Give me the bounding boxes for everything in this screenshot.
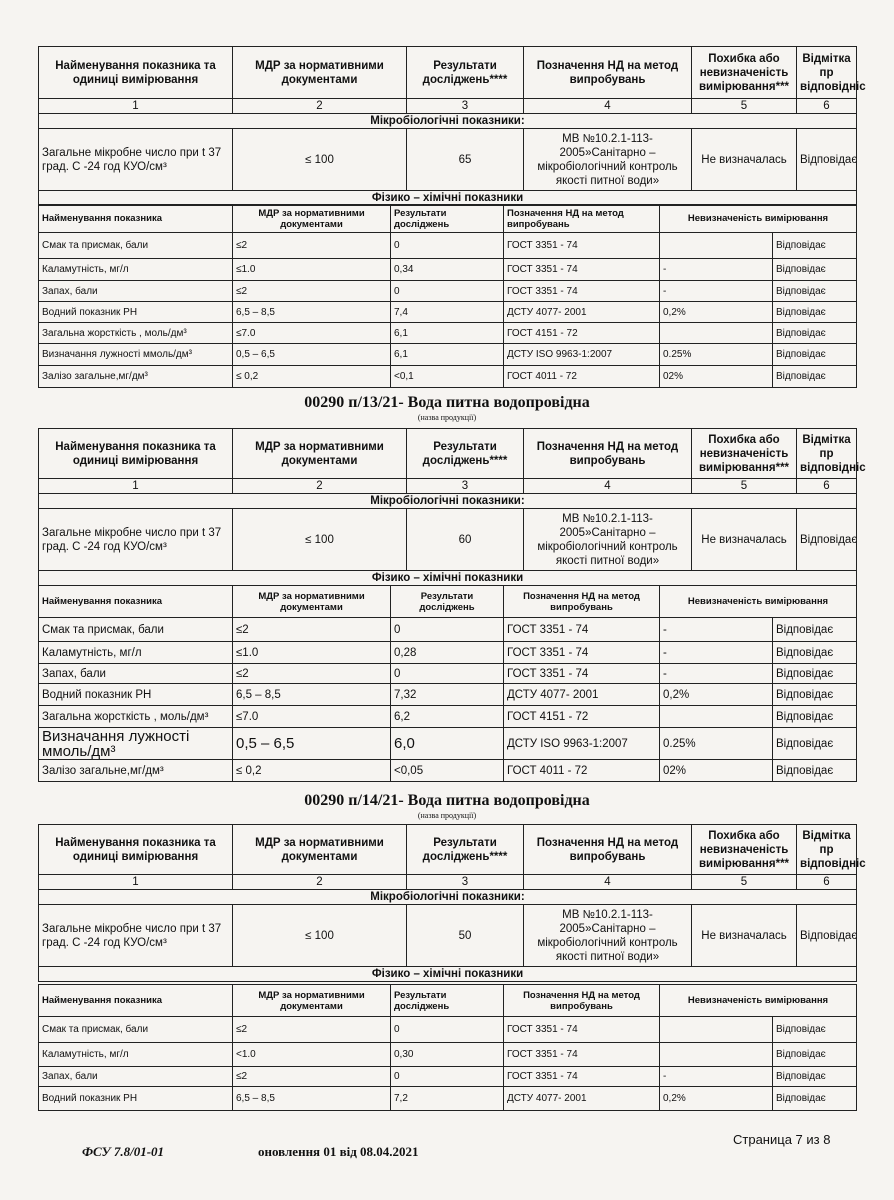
table-row bbox=[39, 233, 857, 259]
micro-result: 65 bbox=[407, 129, 524, 191]
block3-main-table bbox=[38, 824, 866, 982]
param-name: Каламутність, мг/л bbox=[39, 259, 233, 281]
col-header-compliance: Відмітка пр відповідніс bbox=[797, 47, 857, 99]
col-number: 4 bbox=[524, 99, 692, 114]
micro-name: Загальне мікробне число при t 37 град. С -24 год КУО/см³ bbox=[39, 905, 233, 967]
param-limit: 6,5 – 8,5 bbox=[233, 1087, 391, 1111]
block3-phys-table bbox=[38, 984, 857, 1111]
param-limit: ≤1.0 bbox=[233, 642, 391, 664]
phys-header-name: Найменування показника bbox=[39, 985, 233, 1017]
col-header-limit: МДР за нормативними документами bbox=[233, 47, 407, 99]
param-uncert bbox=[660, 706, 773, 728]
col-number: 6 bbox=[797, 99, 857, 114]
col-header-uncert: Похибка або невизначеність вимірювання*** bbox=[692, 429, 797, 479]
param-uncert: 02% bbox=[660, 366, 773, 388]
param-uncert bbox=[660, 1017, 773, 1043]
param-name: Смак та присмак, бали bbox=[39, 618, 233, 642]
col-header-result: Результати досліджень**** bbox=[407, 429, 524, 479]
micro-section-label: Мікробіологічні показники: bbox=[39, 890, 857, 905]
phys-header-result: Результати досліджень bbox=[391, 985, 504, 1017]
micro-method: МВ №10.2.1-113-2005»Санітарно – мікробіологічний контроль якості питної води» bbox=[524, 905, 692, 967]
col-number: 5 bbox=[692, 479, 797, 494]
param-compliance: Відповідає bbox=[773, 706, 857, 728]
col-header-method: Позначення НД на метод випробувань bbox=[524, 825, 692, 875]
param-method: ГОСТ 4151 - 72 bbox=[504, 323, 660, 344]
param-result: 0,34 bbox=[391, 259, 504, 281]
block3-title: 00290 п/14/21- Вода питна водопровідна bbox=[304, 792, 590, 809]
phys-header-result: Результати досліджень bbox=[391, 205, 504, 233]
phys-header-limit: МДР за нормативними документами bbox=[233, 205, 391, 233]
phys-header-uncert: Невизначеність вимірювання bbox=[660, 205, 857, 233]
col-header-name: Найменування показника та одиниці вимірювання bbox=[39, 825, 233, 875]
param-result: 0 bbox=[391, 1017, 504, 1043]
param-result: 0,30 bbox=[391, 1043, 504, 1067]
param-limit: ≤1.0 bbox=[233, 259, 391, 281]
table-row bbox=[39, 760, 857, 782]
param-limit: ≤2 bbox=[233, 281, 391, 302]
col-number: 4 bbox=[524, 479, 692, 494]
param-name: Загальна жорсткість , моль/дм³ bbox=[39, 706, 233, 728]
param-uncert: 0,2% bbox=[660, 684, 773, 706]
col-header-uncert: Похибка або невизначеність вимірювання*** bbox=[692, 825, 797, 875]
param-limit: ≤2 bbox=[233, 664, 391, 684]
param-limit: 6,5 – 8,5 bbox=[233, 302, 391, 323]
col-number: 2 bbox=[233, 99, 407, 114]
col-header-limit: МДР за нормативними документами bbox=[233, 825, 407, 875]
param-method: ГОСТ 3351 - 74 bbox=[504, 1017, 660, 1043]
param-uncert: 0,2% bbox=[660, 302, 773, 323]
table-row bbox=[39, 1087, 857, 1111]
col-number: 1 bbox=[39, 479, 233, 494]
table-row bbox=[39, 281, 857, 302]
param-method: ДСТУ 4077- 2001 bbox=[504, 302, 660, 323]
param-compliance: Відповідає bbox=[773, 302, 857, 323]
param-uncert bbox=[660, 323, 773, 344]
micro-compliance: Відповідає bbox=[797, 509, 857, 571]
param-name: Водний показник РН bbox=[39, 302, 233, 323]
col-number: 3 bbox=[407, 875, 524, 890]
param-method: ГОСТ 3351 - 74 bbox=[504, 1067, 660, 1087]
col-number: 5 bbox=[692, 99, 797, 114]
micro-result: 50 bbox=[407, 905, 524, 967]
micro-limit: ≤ 100 bbox=[233, 129, 407, 191]
param-uncert: - bbox=[660, 1067, 773, 1087]
param-result: <0,1 bbox=[391, 366, 504, 388]
param-result: 0 bbox=[391, 1067, 504, 1087]
param-method: ДСТУ ISO 9963-1:2007 bbox=[504, 344, 660, 366]
block2-main-table bbox=[38, 428, 866, 586]
param-method: ГОСТ 3351 - 74 bbox=[504, 233, 660, 259]
param-compliance: Відповідає bbox=[773, 728, 857, 760]
phys-section-label: Фізико – хімічні показники bbox=[39, 191, 857, 206]
param-result: 6,2 bbox=[391, 706, 504, 728]
param-result: 0,28 bbox=[391, 642, 504, 664]
phys-header-limit: МДР за нормативними документами bbox=[233, 586, 391, 618]
param-name: Визначання лужності ммоль/дм³ bbox=[39, 728, 233, 760]
micro-section-label: Мікробіологічні показники: bbox=[39, 494, 857, 509]
table-row bbox=[39, 642, 857, 664]
phys-header-limit: МДР за нормативними документами bbox=[233, 985, 391, 1017]
param-compliance: Відповідає bbox=[773, 259, 857, 281]
phys-section-label: Фізико – хімічні показники bbox=[39, 967, 857, 982]
param-method: ГОСТ 3351 - 74 bbox=[504, 1043, 660, 1067]
param-compliance: Відповідає bbox=[773, 281, 857, 302]
param-limit: ≤7.0 bbox=[233, 323, 391, 344]
param-result: 7,32 bbox=[391, 684, 504, 706]
param-compliance: Відповідає bbox=[773, 344, 857, 366]
param-uncert: 0.25% bbox=[660, 728, 773, 760]
param-uncert: - bbox=[660, 618, 773, 642]
param-uncert: - bbox=[660, 259, 773, 281]
col-number: 1 bbox=[39, 875, 233, 890]
param-result: 0 bbox=[391, 664, 504, 684]
col-number: 2 bbox=[233, 479, 407, 494]
table-row bbox=[39, 664, 857, 684]
phys-section-label: Фізико – хімічні показники bbox=[39, 571, 857, 586]
table-row bbox=[39, 1067, 857, 1087]
col-header-limit: МДР за нормативними документами bbox=[233, 429, 407, 479]
param-method: ГОСТ 4151 - 72 bbox=[504, 706, 660, 728]
param-limit: 0,5 – 6,5 bbox=[233, 344, 391, 366]
table-row bbox=[39, 323, 857, 344]
col-number: 4 bbox=[524, 875, 692, 890]
micro-method: МВ №10.2.1-113-2005»Санітарно – мікробіологічний контроль якості питної води» bbox=[524, 129, 692, 191]
param-compliance: Відповідає bbox=[773, 642, 857, 664]
block1-phys-table bbox=[38, 204, 857, 388]
param-limit: ≤2 bbox=[233, 233, 391, 259]
param-result: <0,05 bbox=[391, 760, 504, 782]
form-code: ФСУ 7.8/01-01 bbox=[82, 1144, 165, 1159]
param-compliance: Відповідає bbox=[773, 760, 857, 782]
phys-header-result: Результати досліджень bbox=[391, 586, 504, 618]
col-number: 3 bbox=[407, 479, 524, 494]
table-row bbox=[39, 344, 857, 366]
param-name: Водний показник РН bbox=[39, 684, 233, 706]
param-uncert: - bbox=[660, 281, 773, 302]
param-uncert: 02% bbox=[660, 760, 773, 782]
phys-header-name: Найменування показника bbox=[39, 205, 233, 233]
param-method: ГОСТ 3351 - 74 bbox=[504, 664, 660, 684]
param-result: 7,4 bbox=[391, 302, 504, 323]
param-limit: ≤ 0,2 bbox=[233, 366, 391, 388]
param-method: ГОСТ 3351 - 74 bbox=[504, 259, 660, 281]
micro-method: МВ №10.2.1-113-2005»Санітарно – мікробіологічний контроль якості питної води» bbox=[524, 509, 692, 571]
param-name: Визначання лужності ммоль/дм³ bbox=[39, 344, 233, 366]
param-method: ГОСТ 3351 - 74 bbox=[504, 642, 660, 664]
param-compliance: Відповідає bbox=[773, 1043, 857, 1067]
param-result: 6,0 bbox=[391, 728, 504, 760]
page-number: Страница 7 из 8 bbox=[733, 1132, 831, 1147]
micro-limit: ≤ 100 bbox=[233, 509, 407, 571]
param-compliance: Відповідає bbox=[773, 664, 857, 684]
col-header-compliance: Відмітка пр відповідніс bbox=[797, 429, 857, 479]
param-name: Каламутність, мг/л bbox=[39, 1043, 233, 1067]
param-uncert: 0,2% bbox=[660, 1087, 773, 1111]
table-row bbox=[39, 618, 857, 642]
param-compliance: Відповідає bbox=[773, 1087, 857, 1111]
col-header-result: Результати досліджень**** bbox=[407, 825, 524, 875]
param-limit: 0,5 – 6,5 bbox=[233, 728, 391, 760]
micro-section-label: Мікробіологічні показники: bbox=[39, 114, 857, 129]
param-name: Запах, бали bbox=[39, 664, 233, 684]
micro-limit: ≤ 100 bbox=[233, 905, 407, 967]
param-limit: 6,5 – 8,5 bbox=[233, 684, 391, 706]
block2-phys-table bbox=[38, 585, 857, 782]
param-uncert bbox=[660, 1043, 773, 1067]
phys-header-method: Позначення НД на метод випробувань bbox=[504, 205, 660, 233]
param-uncert bbox=[660, 233, 773, 259]
param-name: Каламутність, мг/л bbox=[39, 642, 233, 664]
param-result: 6,1 bbox=[391, 323, 504, 344]
col-header-method: Позначення НД на метод випробувань bbox=[524, 429, 692, 479]
block1-main-table bbox=[38, 46, 866, 206]
param-method: ДСТУ 4077- 2001 bbox=[504, 1087, 660, 1111]
param-name: Смак та присмак, бали bbox=[39, 233, 233, 259]
phys-header-method: Позначення НД на метод випробувань bbox=[504, 985, 660, 1017]
param-method: ГОСТ 3351 - 74 bbox=[504, 281, 660, 302]
param-uncert: - bbox=[660, 664, 773, 684]
param-limit: <1.0 bbox=[233, 1043, 391, 1067]
micro-result: 60 bbox=[407, 509, 524, 571]
param-method: ГОСТ 3351 - 74 bbox=[504, 618, 660, 642]
param-result: 6,1 bbox=[391, 344, 504, 366]
col-number: 5 bbox=[692, 875, 797, 890]
param-method: ГОСТ 4011 - 72 bbox=[504, 760, 660, 782]
block2-title: 00290 п/13/21- Вода питна водопровідна bbox=[304, 394, 590, 411]
param-limit: ≤ 0,2 bbox=[233, 760, 391, 782]
param-limit: ≤2 bbox=[233, 1017, 391, 1043]
table-row bbox=[39, 1043, 857, 1067]
param-compliance: Відповідає bbox=[773, 366, 857, 388]
phys-header-method: Позначення НД на метод випробувань bbox=[504, 586, 660, 618]
table-row bbox=[39, 1017, 857, 1043]
col-number: 6 bbox=[797, 479, 857, 494]
param-compliance: Відповідає bbox=[773, 1067, 857, 1087]
table-row bbox=[39, 728, 857, 760]
block2-subtitle: (назва продукції) bbox=[417, 413, 477, 422]
table-row bbox=[39, 259, 857, 281]
param-method: ГОСТ 4011 - 72 bbox=[504, 366, 660, 388]
param-result: 7,2 bbox=[391, 1087, 504, 1111]
block3-subtitle: (назва продукції) bbox=[417, 811, 477, 820]
param-name: Залізо загальне,мг/дм³ bbox=[39, 760, 233, 782]
micro-uncert: Не визначалась bbox=[692, 509, 797, 571]
micro-name: Загальне мікробне число при t 37 град. С -24 год КУО/см³ bbox=[39, 129, 233, 191]
table-row bbox=[39, 366, 857, 388]
param-limit: ≤2 bbox=[233, 618, 391, 642]
table-row bbox=[39, 684, 857, 706]
param-result: 0 bbox=[391, 233, 504, 259]
param-method: ДСТУ ISO 9963-1:2007 bbox=[504, 728, 660, 760]
phys-header-name: Найменування показника bbox=[39, 586, 233, 618]
col-header-compliance: Відмітка пр відповідніс bbox=[797, 825, 857, 875]
revision-note: оновлення 01 від 08.04.2021 bbox=[258, 1144, 419, 1159]
col-number: 1 bbox=[39, 99, 233, 114]
param-compliance: Відповідає bbox=[773, 684, 857, 706]
param-uncert: - bbox=[660, 642, 773, 664]
col-number: 2 bbox=[233, 875, 407, 890]
param-limit: ≤7.0 bbox=[233, 706, 391, 728]
param-name: Загальна жорсткість , моль/дм³ bbox=[39, 323, 233, 344]
col-header-method: Позначення НД на метод випробувань bbox=[524, 47, 692, 99]
param-limit: ≤2 bbox=[233, 1067, 391, 1087]
col-number: 3 bbox=[407, 99, 524, 114]
param-name: Запах, бали bbox=[39, 1067, 233, 1087]
param-compliance: Відповідає bbox=[773, 618, 857, 642]
table-row bbox=[39, 706, 857, 728]
col-number: 6 bbox=[797, 875, 857, 890]
col-header-result: Результати досліджень**** bbox=[407, 47, 524, 99]
micro-uncert: Не визначалась bbox=[692, 129, 797, 191]
param-name: Водний показник РН bbox=[39, 1087, 233, 1111]
param-name: Смак та присмак, бали bbox=[39, 1017, 233, 1043]
table-row bbox=[39, 302, 857, 323]
param-compliance: Відповідає bbox=[773, 233, 857, 259]
param-compliance: Відповідає bbox=[773, 323, 857, 344]
phys-header-uncert: Невизначеність вимірювання bbox=[660, 985, 857, 1017]
param-name: Залізо загальне,мг/дм³ bbox=[39, 366, 233, 388]
micro-compliance: Відповідає bbox=[797, 129, 857, 191]
micro-compliance: Відповідає bbox=[797, 905, 857, 967]
phys-header-uncert: Невизначеність вимірювання bbox=[660, 586, 857, 618]
col-header-name: Найменування показника та одиниці вимірювання bbox=[39, 429, 233, 479]
param-result: 0 bbox=[391, 618, 504, 642]
param-compliance: Відповідає bbox=[773, 1017, 857, 1043]
col-header-uncert: Похибка або невизначеність вимірювання*** bbox=[692, 47, 797, 99]
param-result: 0 bbox=[391, 281, 504, 302]
col-header-name: Найменування показника та одиниці вимірювання bbox=[39, 47, 233, 99]
param-name: Запах, бали bbox=[39, 281, 233, 302]
micro-name: Загальне мікробне число при t 37 град. С -24 год КУО/см³ bbox=[39, 509, 233, 571]
micro-uncert: Не визначалась bbox=[692, 905, 797, 967]
param-method: ДСТУ 4077- 2001 bbox=[504, 684, 660, 706]
param-uncert: 0.25% bbox=[660, 344, 773, 366]
